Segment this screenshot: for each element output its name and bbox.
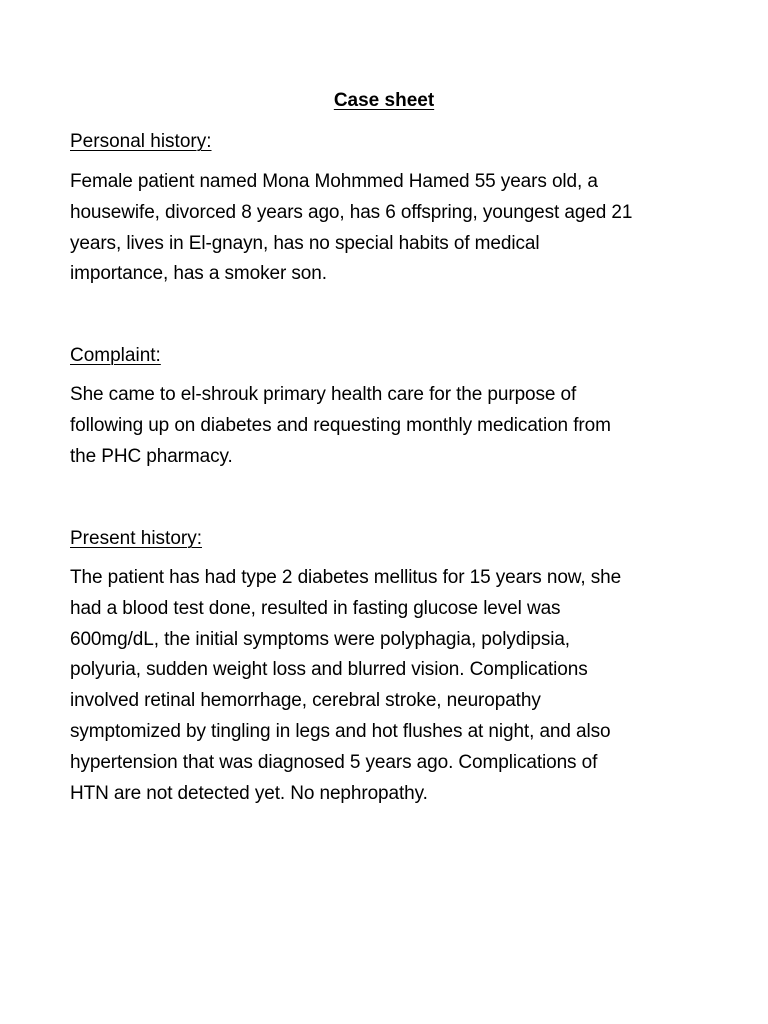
text-line: polyuria, sudden weight loss and blurred vision. Complications [70, 659, 588, 681]
text-line: the PHC pharmacy. [70, 445, 233, 467]
text-line: hypertension that was diagnosed 5 years ago. Complications of [70, 751, 598, 773]
section-body-present-history [70, 563, 710, 809]
text-line: importance, has a smoker son. [70, 263, 327, 285]
text-line: She came to el-shrouk primary health care for the purpose of [70, 384, 577, 405]
document-title-text: Case sheet [333, 90, 435, 111]
section-heading-text: Present history: [70, 528, 202, 549]
document-title [0, 89, 768, 113]
section-heading-text: Complaint: [70, 345, 161, 366]
text-line: years, lives in El-gnayn, has no special habits of medical [70, 232, 540, 254]
text-line: 600mg/dL, the initial symptoms were polyphagia, polydipsia, [70, 628, 570, 650]
text-line: symptomized by tingling in legs and hot flushes at night, and also [70, 720, 611, 742]
section-heading-text: Personal history: [70, 131, 212, 152]
text-line: had a blood test done, resulted in fasting glucose level was [70, 597, 561, 619]
section-heading-present-history [70, 527, 202, 551]
text-line: Female patient named Mona Mohmmed Hamed 55 years old, a [70, 171, 598, 192]
text-line: involved retinal hemorrhage, cerebral stroke, neuropathy [70, 690, 541, 712]
section-heading-personal-history [70, 130, 212, 154]
section-body-personal-history [70, 167, 710, 290]
text-line: HTN are not detected yet. No nephropathy. [70, 782, 428, 804]
section-heading-complaint [70, 344, 161, 368]
text-line: housewife, divorced 8 years ago, has 6 offspring, youngest aged 21 [70, 201, 633, 223]
text-line: The patient has had type 2 diabetes mellitus for 15 years now, she [70, 567, 622, 588]
text-line: following up on diabetes and requesting monthly medication from [70, 414, 611, 436]
section-body-complaint [70, 380, 710, 472]
